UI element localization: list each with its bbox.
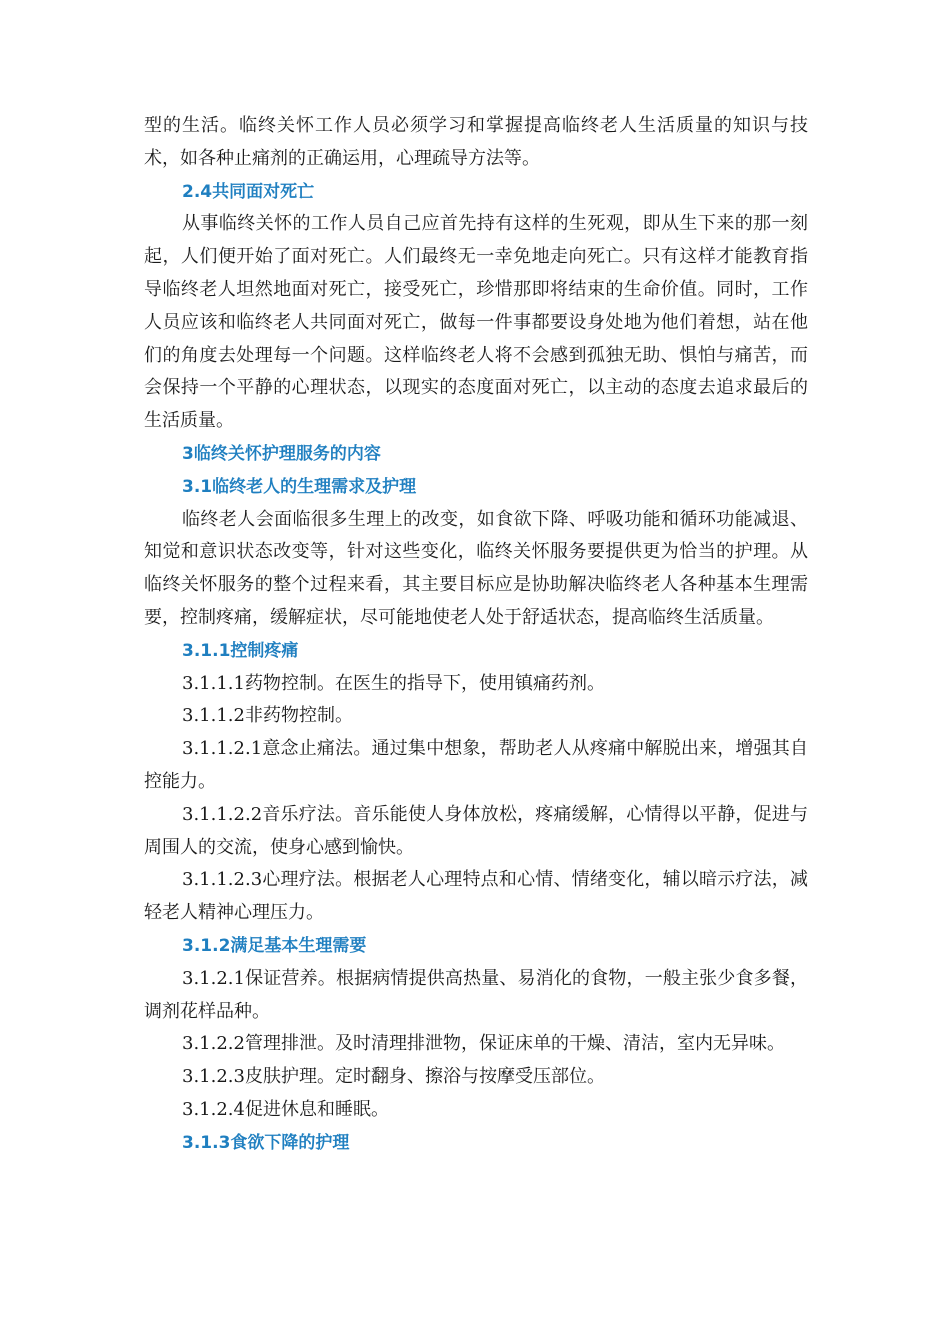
body-paragraph: 从事临终关怀的工作人员自己应首先持有这样的生死观，即从生下来的那一刻起，人们便开始了面对死亡。人们最终无一幸免地走向死亡。只有这样才能教育指导临终老人坦然地面对死亡，接受死亡，珍惜那即将结束的生命价值。同时，工作人员应该和临终老人共同面对死亡，做每一件事都要设身处地为他们着想，站在他们的角度去处理每一个问题。这样临终老人将不会感到孤独无助、惧怕与痛苦，而会保持一个平静的心理状态，以现实的态度面对死亡，以主动的态度去追求最后的生活质量。 [144,213,808,432]
subsection-heading: 3.1.3食欲下降的护理 [182,1132,350,1153]
list-item: 3.1.1.2.3心理疗法。根据老人心理特点和心情、情绪变化，辅以暗示疗法，减轻老人精神心理压力。 [144,869,808,924]
section-heading: 3临终关怀护理服务的内容 [182,443,381,464]
subsection-heading: 3.1.2满足基本生理需要 [182,935,367,956]
list-item: 3.1.1.1药物控制。在医生的指导下，使用镇痛药剂。 [182,672,605,694]
list-item: 3.1.2.3皮肤护理。定时翻身、擦浴与按摩受压部位。 [182,1066,605,1088]
body-paragraph: 型的生活。临终关怀工作人员必须学习和掌握提高临终老人生活质量的知识与技术，如各种止痛剂的正确运用，心理疏导方法等。 [144,115,808,169]
subsection-heading: 3.1.1控制疼痛 [182,640,299,661]
list-item: 3.1.1.2非药物控制。 [182,705,353,727]
document-body [144,110,808,1160]
list-item: 3.1.2.4促进休息和睡眠。 [182,1098,389,1120]
subsection-heading: 3.1临终老人的生理需求及护理 [182,476,417,497]
body-paragraph: 临终老人会面临很多生理上的改变，如食欲下降、呼吸功能和循环功能减退、知觉和意识状态改变等，针对这些变化，临终关怀服务要提供更为恰当的护理。从临终关怀服务的整个过程来看，其主要目标应是协助解决临终老人各种基本生理需要，控制疼痛，缓解症状，尽可能地使老人处于舒适状态，提高临终生活质量。 [144,508,808,628]
list-item: 3.1.2.2管理排泄。及时清理排泄物，保证床单的干燥、清洁，室内无异味。 [182,1033,785,1055]
list-item: 3.1.1.2.1意念止痛法。通过集中想象，帮助老人从疼痛中解脱出来，增强其自控能力。 [144,738,808,792]
list-item: 3.1.1.2.2音乐疗法。音乐能使人身体放松，疼痛缓解，心情得以平静，促进与周围人的交流，使身心感到愉快。 [144,803,808,858]
list-item: 3.1.2.1保证营养。根据病情提供高热量、易消化的食物，一般主张少食多餐，调剂花样品种。 [144,967,808,1022]
section-heading: 2.4共同面对死亡 [182,181,315,202]
